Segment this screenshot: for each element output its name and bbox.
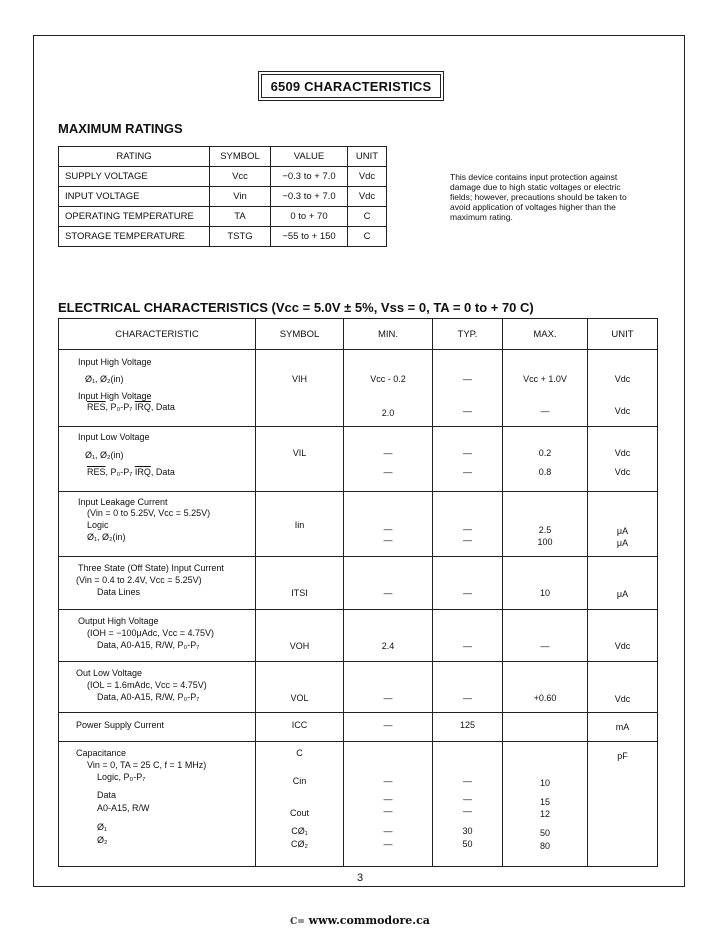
signal-irq: $\overline{IRQ}$ [134,467,151,477]
char-line: Data, A0-A15, R/W, P₀-P₇ [97,692,200,702]
char-line: (IOH = −100μAdc, Vcc = 4.75V) [87,628,214,638]
protection-note: This device contains input protection against damage due to high static voltages or electric fields; however, precautions should be taken to avoid application of voltages higher than the maximum rating. [450,172,627,222]
min-cell: — [383,794,393,804]
footer-url-text: www.commodore.ca [308,914,430,927]
char-line: Three State (Off State) Input Current [78,563,224,573]
unit-cell: Vdc [614,406,631,416]
unit-cell: μA [616,538,629,548]
symbol-cell: Vin [210,187,271,207]
symbol-cell: VIH [291,374,307,384]
char-line: (Vin = 0 to 5.25V, Vcc = 5.25V) [87,508,211,518]
header-symbol: SYMBOL [210,147,271,167]
typ-cell: — [463,374,472,384]
char-line [87,402,175,413]
signal-text: , Data [150,402,175,412]
signal-text: , P₀-P₇ [105,467,135,477]
typ-cell: — [463,641,472,651]
max-cell: 15 [539,797,550,807]
unit-cell: C [348,207,387,227]
max-cell: +0.60 [533,693,557,703]
min-cell: — [383,448,393,458]
min-cell: — [383,806,393,816]
signal-text: , Data [150,467,175,477]
rating-cell: INPUT VOLTAGE [59,187,210,207]
char-line: Power Supply Current [76,720,165,730]
header-value: VALUE [271,147,348,167]
symbol-cell: Cin [292,776,307,786]
symbol-cell: CØ₁ [291,826,308,836]
typ-cell: — [463,448,472,458]
symbol-cell: Cout [289,808,309,818]
symbol-cell: VIL [292,448,307,458]
symbol-cell: ITSI [291,588,308,598]
max-cell: 2.5 [538,525,552,535]
char-line: Data, A0-A15, R/W, P₀-P₇ [97,640,200,650]
char-line: Input Leakage Current [78,497,168,507]
symbol-cell: TSTG [210,227,271,247]
min-cell: — [383,467,393,477]
max-cell: 0.2 [538,448,552,458]
min-cell: — [383,776,393,786]
table-row [59,167,387,187]
max-cell: 10 [539,778,550,788]
min-cell: — [383,524,393,534]
max-cell: 10 [539,588,550,598]
commodore-logo-icon: C= [290,917,305,927]
char-line [87,467,175,478]
min-cell: — [383,693,393,703]
table-row [59,742,658,867]
typ-cell: — [463,467,472,477]
typ-cell: — [463,406,472,416]
table-row [59,350,658,427]
max-cell: 50 [539,828,550,838]
min-cell: Vcc - 0.2 [370,374,406,384]
header-rating: RATING [59,147,210,167]
unit-cell: mA [615,722,630,732]
typ-cell: 50 [462,839,473,849]
signal-res: $\overline{RES}$ [87,402,106,412]
unit-cell: μA [616,589,629,599]
page-title-text: 6509 CHARACTERISTICS [270,78,432,94]
char-line: Ø₂ [97,835,108,845]
table-row [59,427,658,492]
table-row [59,187,387,207]
min-cell: — [383,720,393,730]
electrical-heading: ELECTRICAL CHARACTERISTICS (Vcc = 5.0V ± 5%, Vss = 0, TA = 0 to + 70 C) [58,300,534,315]
unit-cell: Vdc [614,641,631,651]
max-ratings-heading: MAXIMUM RATINGS [58,121,183,136]
rating-cell: STORAGE TEMPERATURE [59,227,210,247]
char-line: Capacitance [76,748,127,758]
value-cell: −55 to + 150 [271,227,348,247]
symbol-cell: Vcc [210,167,271,187]
typ-cell: 125 [459,720,476,730]
header-unit: UNIT [348,147,387,167]
page-title [258,71,444,101]
unit-cell: pF [617,751,628,761]
typ-cell: — [463,524,472,534]
char-line: Output High Voltage [78,616,159,626]
table-row [59,713,658,742]
electrical-table [58,318,658,867]
symbol-cell: VOH [289,641,310,651]
char-line: Input High Voltage [78,391,152,401]
min-cell: — [383,826,393,836]
char-line: Logic, P₀-P₇ [97,772,146,782]
header-unit: UNIT [588,319,658,350]
unit-cell: Vdc [614,467,631,477]
signal-text: , P₀-P₇ [105,402,135,412]
typ-cell: — [463,776,472,786]
footer-url [0,914,720,927]
table-row [59,227,387,247]
unit-cell: Vdc [614,374,631,384]
min-cell: 2.0 [381,408,395,418]
char-line: Ø₁ [97,822,108,832]
value-cell: −0.3 to + 7.0 [271,167,348,187]
max-cell: 100 [537,537,553,547]
char-line: Data [97,790,117,800]
unit-cell: Vdc [348,187,387,207]
symbol-cell: VOL [290,693,309,703]
signal-res: $\overline{RES}$ [87,467,106,477]
title-inner-border [261,74,441,98]
header-max: MAX. [503,319,588,350]
typ-cell: — [463,535,472,545]
symbol-cell: Iin [294,520,305,530]
char-line: Out Low Voltage [76,668,143,678]
value-cell: −0.3 to + 7.0 [271,187,348,207]
typ-cell: — [463,588,472,598]
min-cell: — [383,839,393,849]
min-cell: 2.4 [381,641,395,651]
unit-cell: Vdc [348,167,387,187]
rating-cell: OPERATING TEMPERATURE [59,207,210,227]
header-symbol: SYMBOL [256,319,344,350]
max-cell: — [540,406,550,416]
min-cell: — [383,588,393,598]
char-line: (Vin = 0.4 to 2.4V, Vcc = 5.25V) [76,575,202,585]
char-line: (IOL = 1.6mAdc, Vcc = 4.75V) [87,680,207,690]
table-header-row [59,319,658,350]
max-ratings-table [58,146,387,247]
table-header-row [59,147,387,167]
max-cell: Vcc + 1.0V [523,374,567,384]
unit-cell: Vdc [614,694,631,704]
symbol-cell: CØ₂ [291,839,308,849]
rating-cell: SUPPLY VOLTAGE [59,167,210,187]
table-row [59,492,658,557]
page-number: 3 [356,872,364,884]
unit-cell: μA [616,526,629,536]
char-line: Ø₁, Ø₂(in) [85,374,124,384]
typ-cell: 30 [462,826,473,836]
typ-cell: — [463,693,472,703]
header-min: MIN. [344,319,433,350]
char-line: A0-A15, R/W [97,803,150,813]
min-cell: — [383,535,393,545]
table-row [59,557,658,610]
symbol-cell: ICC [291,720,308,730]
header-characteristic: CHARACTERISTIC [59,319,256,350]
max-cell: 80 [539,841,550,851]
max-cell: 12 [539,809,550,819]
char-line: Input Low Voltage [78,432,150,442]
char-line: Data Lines [97,587,141,597]
table-row [59,662,658,713]
table-row [59,207,387,227]
symbol-cell: C [296,748,303,758]
char-line: Logic [87,520,109,530]
value-cell: 0 to + 70 [271,207,348,227]
char-line: Input High Voltage [78,357,152,367]
char-line: Vin = 0, TA = 25 C, f = 1 MHz) [87,760,207,770]
symbol-cell: TA [210,207,271,227]
unit-cell: C [348,227,387,247]
max-cell: — [540,641,550,651]
typ-cell: — [463,806,472,816]
max-cell: 0.8 [538,467,552,477]
typ-cell: — [463,794,472,804]
char-line: Ø₁, Ø₂(in) [85,450,124,460]
header-typ: TYP. [433,319,503,350]
char-line: Ø₁, Ø₂(in) [87,532,126,542]
signal-irq: $\overline{IRQ}$ [134,402,151,412]
table-row [59,610,658,662]
unit-cell: Vdc [614,448,631,458]
